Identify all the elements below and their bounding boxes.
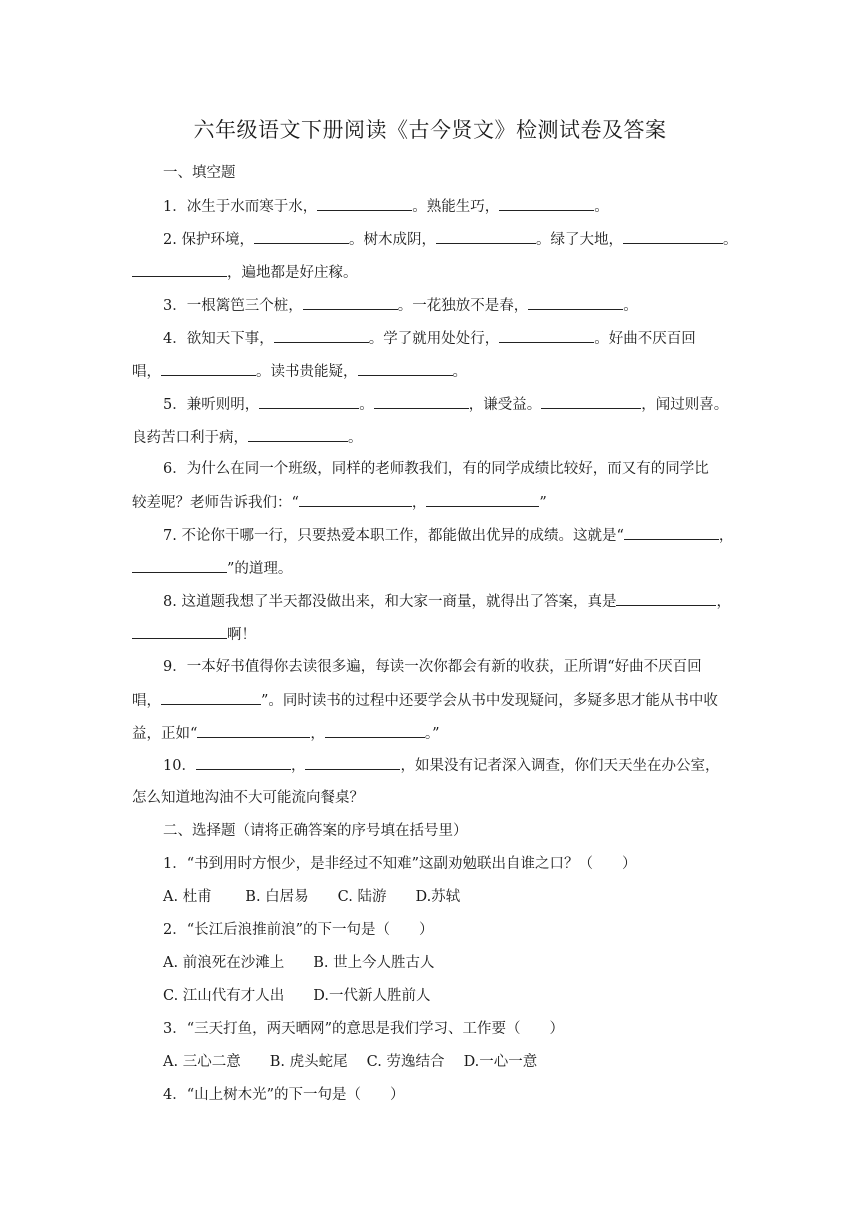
blank[interactable] — [196, 755, 291, 770]
blank[interactable] — [436, 229, 536, 244]
blank[interactable] — [254, 229, 349, 244]
question-5-cont — [132, 427, 363, 448]
question-8 — [163, 591, 731, 612]
blank[interactable] — [259, 394, 359, 409]
q7-text: ， — [718, 528, 734, 544]
blank[interactable] — [358, 361, 453, 376]
q5-text: ，谦受益。 — [468, 397, 542, 413]
blank[interactable] — [161, 690, 261, 705]
q5-text: 。 — [359, 397, 374, 413]
question-7 — [163, 525, 733, 546]
blank[interactable] — [623, 229, 723, 244]
question-2-cont — [132, 262, 358, 283]
q4-text: 。好曲不厌百回 — [594, 331, 696, 347]
blank[interactable] — [325, 723, 425, 738]
blank[interactable] — [132, 558, 227, 573]
q4-text: 。读书贵能疑， — [256, 364, 358, 380]
question-8-cont — [132, 624, 256, 645]
q3-text: 。一花独放不是春， — [397, 298, 529, 314]
choice-options-3: A. 三心二意 B. 虎头蛇尾 C. 劳逸结合 D.一心一意 — [163, 1054, 538, 1070]
question-4-cont — [132, 361, 467, 382]
section-heading-multiple-choice: 二、选择题（请将正确答案的序号填在括号里） — [163, 823, 468, 839]
q6-text: ” — [539, 495, 547, 511]
q9-text: ”。同时读书的过程中还要学会从书中发现疑问，多疑多思才能从书中收 — [261, 693, 718, 709]
q7-text: ”的道理。 — [227, 561, 293, 577]
q5-text: 5．兼听则明， — [163, 397, 260, 413]
q3-text: 3．一根篱笆三个桩， — [163, 298, 303, 314]
q2-text: 。树木成阴， — [348, 232, 436, 248]
question-10-cont: 怎么知道地沟油不大可能流向餐桌？ — [132, 790, 364, 806]
blank[interactable] — [197, 723, 310, 738]
q5-text: ，闻过则喜。 — [641, 397, 729, 413]
q10-text: ，如果没有记者深入调查，你们天天坐在办公室， — [400, 758, 720, 774]
blank[interactable] — [132, 624, 227, 639]
blank[interactable] — [274, 328, 369, 343]
blank[interactable] — [248, 427, 348, 442]
blank[interactable] — [305, 755, 400, 770]
q10-text: 10． — [163, 758, 196, 774]
question-4 — [163, 328, 696, 349]
q3-text: 。 — [623, 298, 638, 314]
choice-question-1: 1．“书到用时方恨少，是非经过不知难”这副劝勉联出自谁之口？（ ） — [163, 856, 637, 872]
q9-text: 唱， — [132, 693, 161, 709]
page-title: 六年级语文下册阅读《古今贤文》检测试卷及答案 — [193, 118, 667, 142]
blank[interactable] — [317, 196, 412, 211]
q5-text: 。 — [348, 430, 363, 446]
q6-text: 较差呢？老师告诉我们：“ — [132, 495, 299, 511]
question-9-cont — [132, 690, 718, 711]
question-5 — [163, 394, 728, 415]
blank[interactable] — [616, 591, 716, 606]
question-6-cont — [132, 492, 547, 513]
q9-text: 益，正如“ — [132, 726, 198, 742]
q4-text: 。学了就用处处行， — [368, 331, 500, 347]
q4-text: 唱， — [132, 364, 161, 380]
blank[interactable] — [303, 295, 398, 310]
question-1 — [163, 196, 609, 217]
choice-question-4: 4．“山上树木光”的下一句是（ ） — [163, 1087, 405, 1103]
question-7-cont — [132, 558, 292, 579]
q2-text: 。 — [722, 232, 738, 248]
blank[interactable] — [624, 525, 719, 540]
choice-options-2b: C. 江山代有才人出 D.一代新人胜前人 — [163, 988, 431, 1004]
blank[interactable] — [541, 394, 641, 409]
blank[interactable] — [132, 262, 227, 277]
q5-text: 良药苦口利于病， — [132, 430, 248, 446]
q1-text: 1．冰生于水而寒于水， — [163, 199, 318, 215]
blank[interactable] — [161, 361, 256, 376]
q9-text: 。” — [424, 726, 440, 742]
q8-text: 啊！ — [227, 627, 256, 643]
q9-text: ， — [310, 726, 325, 742]
section-heading-fill-blank: 一、填空题 — [163, 165, 236, 181]
q7-text: 7. 不论你干哪一行，只要热爱本职工作，都能做出优异的成绩。这就是“ — [163, 528, 624, 544]
question-6: 6．为什么在同一个班级，同样的老师教我们，有的同学成绩比较好，而又有的同学比 — [163, 461, 709, 477]
choice-question-3: 3．“三天打鱼，两天晒网”的意思是我们学习、工作要（ ） — [163, 1021, 565, 1037]
blank[interactable] — [499, 328, 594, 343]
question-9-cont2 — [132, 723, 440, 744]
q8-text: 8. 这道题我想了半天都没做出来，和大家一商量，就得出了答案，真是 — [163, 594, 617, 610]
q4-text: 。 — [452, 364, 467, 380]
blank[interactable] — [499, 196, 594, 211]
q1-text: 。 — [594, 199, 609, 215]
question-3 — [163, 295, 638, 316]
blank[interactable] — [426, 492, 539, 507]
q1-text: 。熟能生巧， — [412, 199, 500, 215]
q4-text: 4．欲知天下事， — [163, 331, 274, 347]
choice-question-2: 2．“长江后浪推前浪”的下一句是（ ） — [163, 922, 434, 938]
blank[interactable] — [528, 295, 623, 310]
blank[interactable] — [374, 394, 469, 409]
question-10 — [163, 755, 719, 776]
q6-text: ， — [411, 495, 427, 511]
choice-options-2a: A. 前浪死在沙滩上 B. 世上今人胜古人 — [163, 955, 435, 971]
blank[interactable] — [299, 492, 412, 507]
q2-text: ，遍地都是好庄稼。 — [227, 265, 358, 281]
q10-text: ， — [290, 758, 306, 774]
choice-options-1: A. 杜甫 B. 白居易 C. 陆游 D.苏轼 — [163, 889, 461, 905]
q2-text: 。绿了大地， — [535, 232, 623, 248]
q8-text: ， — [716, 594, 731, 610]
question-9: 9．一本好书值得你去读很多遍，每读一次你都会有新的收获，正所谓“好曲不厌百回 — [163, 659, 702, 675]
q2-text: 2. 保护环境， — [163, 232, 254, 248]
question-2 — [163, 229, 737, 250]
